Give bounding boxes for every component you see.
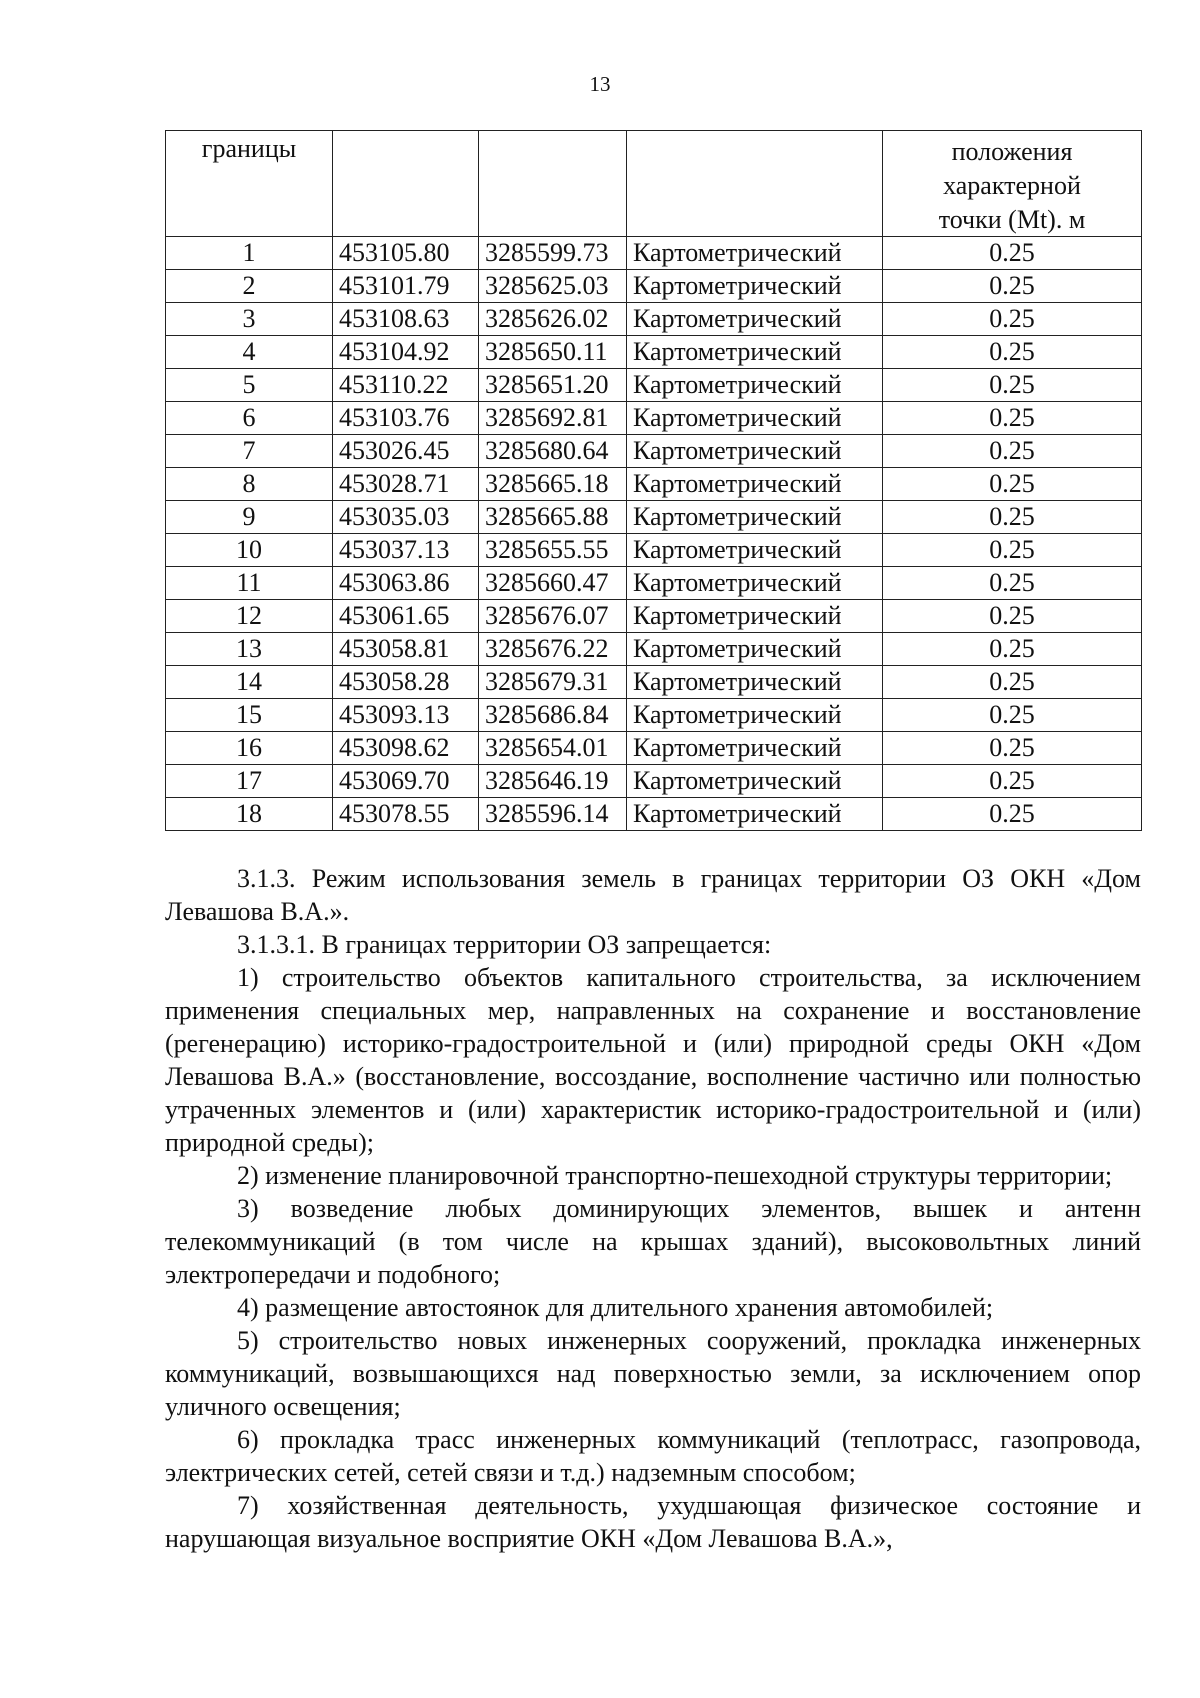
method-cell: Картометрический — [627, 468, 883, 501]
y-coordinate-cell: 3285665.88 — [479, 501, 627, 534]
y-coordinate-cell: 3285665.18 — [479, 468, 627, 501]
header-cell-y — [479, 131, 627, 237]
accuracy-cell: 0.25 — [883, 435, 1142, 468]
point-number-cell: 11 — [166, 567, 333, 600]
table-row — [166, 633, 1142, 666]
accuracy-cell: 0.25 — [883, 237, 1142, 270]
point-number-cell: 7 — [166, 435, 333, 468]
paragraph: 1) строительство объектов капитального строительства, за исключением применения специальных мер, направленных на сохранение и восстановление (регенерацию) историко-градостроительной и (или) природной среды ОКН «Дом Левашова В.А.» (восстановление, воссоздание, восполнение частично или полностью утраченных элементов и (или) характеристик историко-градостроительной и (или) природной среды); — [165, 963, 1141, 1157]
method-cell: Картометрический — [627, 501, 883, 534]
table-row — [166, 732, 1142, 765]
header-accuracy-line1: положения — [951, 137, 1073, 166]
y-coordinate-cell: 3285626.02 — [479, 303, 627, 336]
method-cell: Картометрический — [627, 765, 883, 798]
accuracy-cell: 0.25 — [883, 633, 1142, 666]
method-cell: Картометрический — [627, 699, 883, 732]
table-row — [166, 336, 1142, 369]
point-number-cell: 15 — [166, 699, 333, 732]
y-coordinate-cell: 3285646.19 — [479, 765, 627, 798]
method-cell: Картометрический — [627, 534, 883, 567]
table-row — [166, 303, 1142, 336]
accuracy-cell: 0.25 — [883, 534, 1142, 567]
table-row — [166, 600, 1142, 633]
point-number-cell: 9 — [166, 501, 333, 534]
method-cell: Картометрический — [627, 732, 883, 765]
method-cell: Картометрический — [627, 600, 883, 633]
header-cell-accuracy — [883, 131, 1142, 237]
table-row — [166, 369, 1142, 402]
y-coordinate-cell: 3285599.73 — [479, 237, 627, 270]
x-coordinate-cell: 453104.92 — [333, 336, 479, 369]
accuracy-cell: 0.25 — [883, 336, 1142, 369]
x-coordinate-cell: 453101.79 — [333, 270, 479, 303]
y-coordinate-cell: 3285676.07 — [479, 600, 627, 633]
point-number-cell: 2 — [166, 270, 333, 303]
accuracy-cell: 0.25 — [883, 798, 1142, 831]
y-coordinate-cell: 3285596.14 — [479, 798, 627, 831]
header-accuracy-line3: точки (Mt). м — [938, 204, 1086, 234]
x-coordinate-cell: 453058.28 — [333, 666, 479, 699]
method-cell: Картометрический — [627, 798, 883, 831]
y-coordinate-cell: 3285654.01 — [479, 732, 627, 765]
point-number-cell: 4 — [166, 336, 333, 369]
method-cell: Картометрический — [627, 402, 883, 435]
point-number-cell: 14 — [166, 666, 333, 699]
accuracy-cell: 0.25 — [883, 369, 1142, 402]
paragraph: 5) строительство новых инженерных сооружений, прокладка инженерных коммуникаций, возвышающихся над поверхностью земли, за исключением опор уличного освещения; — [165, 1326, 1141, 1421]
x-coordinate-cell: 453110.22 — [333, 369, 479, 402]
x-coordinate-cell: 453078.55 — [333, 798, 479, 831]
point-number-cell: 13 — [166, 633, 333, 666]
accuracy-cell: 0.25 — [883, 732, 1142, 765]
point-number-cell: 6 — [166, 402, 333, 435]
paragraph: 4) размещение автостоянок для длительного хранения автомобилей; — [237, 1293, 994, 1322]
table-row — [166, 468, 1142, 501]
accuracy-cell: 0.25 — [883, 666, 1142, 699]
method-cell: Картометрический — [627, 369, 883, 402]
accuracy-cell: 0.25 — [883, 468, 1142, 501]
accuracy-cell: 0.25 — [883, 501, 1142, 534]
accuracy-cell: 0.25 — [883, 765, 1142, 798]
table-row — [166, 435, 1142, 468]
table-row — [166, 270, 1142, 303]
method-cell: Картометрический — [627, 270, 883, 303]
method-cell: Картометрический — [627, 666, 883, 699]
regulations-text — [165, 862, 1141, 1555]
table-row — [166, 534, 1142, 567]
table-row — [166, 699, 1142, 732]
method-cell: Картометрический — [627, 237, 883, 270]
table-row — [166, 501, 1142, 534]
accuracy-cell: 0.25 — [883, 600, 1142, 633]
point-number-cell: 5 — [166, 369, 333, 402]
coordinates-table — [165, 130, 1142, 831]
x-coordinate-cell: 453035.03 — [333, 501, 479, 534]
y-coordinate-cell: 3285679.31 — [479, 666, 627, 699]
table-row — [166, 237, 1142, 270]
page-number: 13 — [589, 72, 611, 96]
y-coordinate-cell: 3285651.20 — [479, 369, 627, 402]
x-coordinate-cell: 453098.62 — [333, 732, 479, 765]
y-coordinate-cell: 3285676.22 — [479, 633, 627, 666]
y-coordinate-cell: 3285686.84 — [479, 699, 627, 732]
table-row — [166, 765, 1142, 798]
x-coordinate-cell: 453026.45 — [333, 435, 479, 468]
y-coordinate-cell: 3285625.03 — [479, 270, 627, 303]
accuracy-cell: 0.25 — [883, 699, 1142, 732]
paragraph: 3.1.3. Режим использования земель в границах территории ОЗ ОКН «Дом Левашова В.А.». — [165, 864, 1141, 926]
accuracy-cell: 0.25 — [883, 270, 1142, 303]
point-number-cell: 1 — [166, 237, 333, 270]
y-coordinate-cell: 3285660.47 — [479, 567, 627, 600]
x-coordinate-cell: 453103.76 — [333, 402, 479, 435]
point-number-cell: 18 — [166, 798, 333, 831]
header-accuracy-line2: характерной — [943, 170, 1081, 200]
paragraph: 2) изменение планировочной транспортно-пешеходной структуры территории; — [237, 1161, 1113, 1190]
header-cell-boundary: границы — [166, 131, 333, 237]
accuracy-cell: 0.25 — [883, 402, 1142, 435]
header-cell-method — [627, 131, 883, 237]
paragraph: 3) возведение любых доминирующих элементов, вышек и антенн телекоммуникаций (в том числе на крышах зданий), высоковольтных линий электропередачи и подобного; — [165, 1194, 1141, 1289]
y-coordinate-cell: 3285680.64 — [479, 435, 627, 468]
table-row — [166, 567, 1142, 600]
accuracy-cell: 0.25 — [883, 303, 1142, 336]
method-cell: Картометрический — [627, 567, 883, 600]
point-number-cell: 8 — [166, 468, 333, 501]
method-cell: Картометрический — [627, 633, 883, 666]
x-coordinate-cell: 453063.86 — [333, 567, 479, 600]
method-cell: Картометрический — [627, 435, 883, 468]
x-coordinate-cell: 453037.13 — [333, 534, 479, 567]
method-cell: Картометрический — [627, 336, 883, 369]
y-coordinate-cell: 3285655.55 — [479, 534, 627, 567]
x-coordinate-cell: 453069.70 — [333, 765, 479, 798]
method-cell: Картометрический — [627, 303, 883, 336]
table-row — [166, 402, 1142, 435]
x-coordinate-cell: 453105.80 — [333, 237, 479, 270]
y-coordinate-cell: 3285692.81 — [479, 402, 627, 435]
point-number-cell: 16 — [166, 732, 333, 765]
paragraph: 7) хозяйственная деятельность, ухудшающая физическое состояние и нарушающая визуальное восприятие ОКН «Дом Левашова В.А.», — [165, 1491, 1141, 1553]
point-number-cell: 17 — [166, 765, 333, 798]
header-cell-x — [333, 131, 479, 237]
x-coordinate-cell: 453058.81 — [333, 633, 479, 666]
x-coordinate-cell: 453028.71 — [333, 468, 479, 501]
table-row — [166, 666, 1142, 699]
accuracy-cell: 0.25 — [883, 567, 1142, 600]
point-number-cell: 3 — [166, 303, 333, 336]
table-header-row — [166, 131, 1142, 237]
x-coordinate-cell: 453061.65 — [333, 600, 479, 633]
y-coordinate-cell: 3285650.11 — [479, 336, 627, 369]
paragraph: 6) прокладка трасс инженерных коммуникаций (теплотрасс, газопровода, электрических сетей, сетей связи и т.д.) надземным способом; — [165, 1425, 1141, 1487]
point-number-cell: 10 — [166, 534, 333, 567]
table-row — [166, 798, 1142, 831]
paragraph: 3.1.3.1. В границах территории ОЗ запрещается: — [237, 930, 772, 959]
x-coordinate-cell: 453093.13 — [333, 699, 479, 732]
x-coordinate-cell: 453108.63 — [333, 303, 479, 336]
point-number-cell: 12 — [166, 600, 333, 633]
